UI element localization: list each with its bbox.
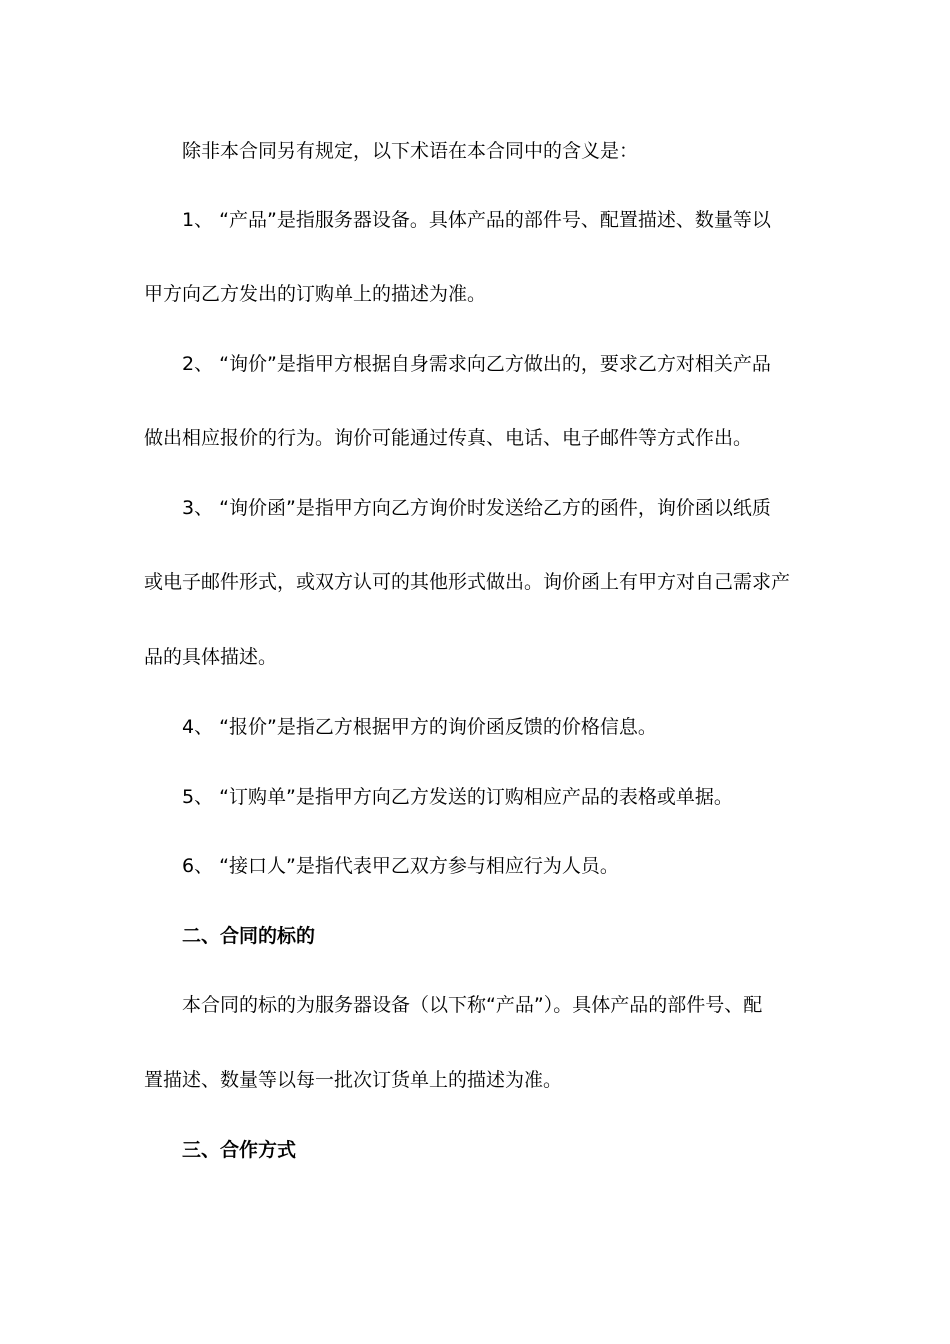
- section-2-line-1: 本合同的标的为服务器设备（以下称“产品”）。具体产品的部件号、配: [182, 994, 763, 1016]
- definition-2-line-2: 做出相应报价的行为。询价可能通过传真、电话、电子邮件等方式作出。: [144, 427, 753, 449]
- section-2-heading: 二、合同的标的: [182, 925, 316, 947]
- section-3-heading: 三、合作方式: [182, 1139, 297, 1161]
- intro-paragraph: 除非本合同另有规定，以下术语在本合同中的含义是：: [182, 140, 639, 162]
- definition-5-line-1: 5、 “订购单”是指甲方向乙方发送的订购相应产品的表格或单据。: [182, 786, 733, 808]
- section-2-line-2: 置描述、数量等以每一批次订货单上的描述为准。: [144, 1069, 563, 1091]
- definition-1-line-1: 1、 “产品”是指服务器设备。具体产品的部件号、配置描述、数量等以: [182, 209, 771, 231]
- definition-2-line-1: 2、 “询价”是指甲方根据自身需求向乙方做出的，要求乙方对相关产品: [182, 353, 771, 375]
- definition-3-line-2: 或电子邮件形式，或双方认可的其他形式做出。询价函上有甲方对自己需求产: [144, 571, 791, 593]
- definition-4-line-1: 4、 “报价”是指乙方根据甲方的询价函反馈的价格信息。: [182, 716, 657, 738]
- definition-3-line-3: 品的具体描述。: [144, 646, 278, 668]
- definition-3-line-1: 3、 “询价函”是指甲方向乙方询价时发送给乙方的函件，询价函以纸质: [182, 497, 771, 519]
- definition-6-line-1: 6、 “接口人”是指代表甲乙双方参与相应行为人员。: [182, 855, 619, 877]
- definition-1-line-2: 甲方向乙方发出的订购单上的描述为准。: [144, 283, 487, 305]
